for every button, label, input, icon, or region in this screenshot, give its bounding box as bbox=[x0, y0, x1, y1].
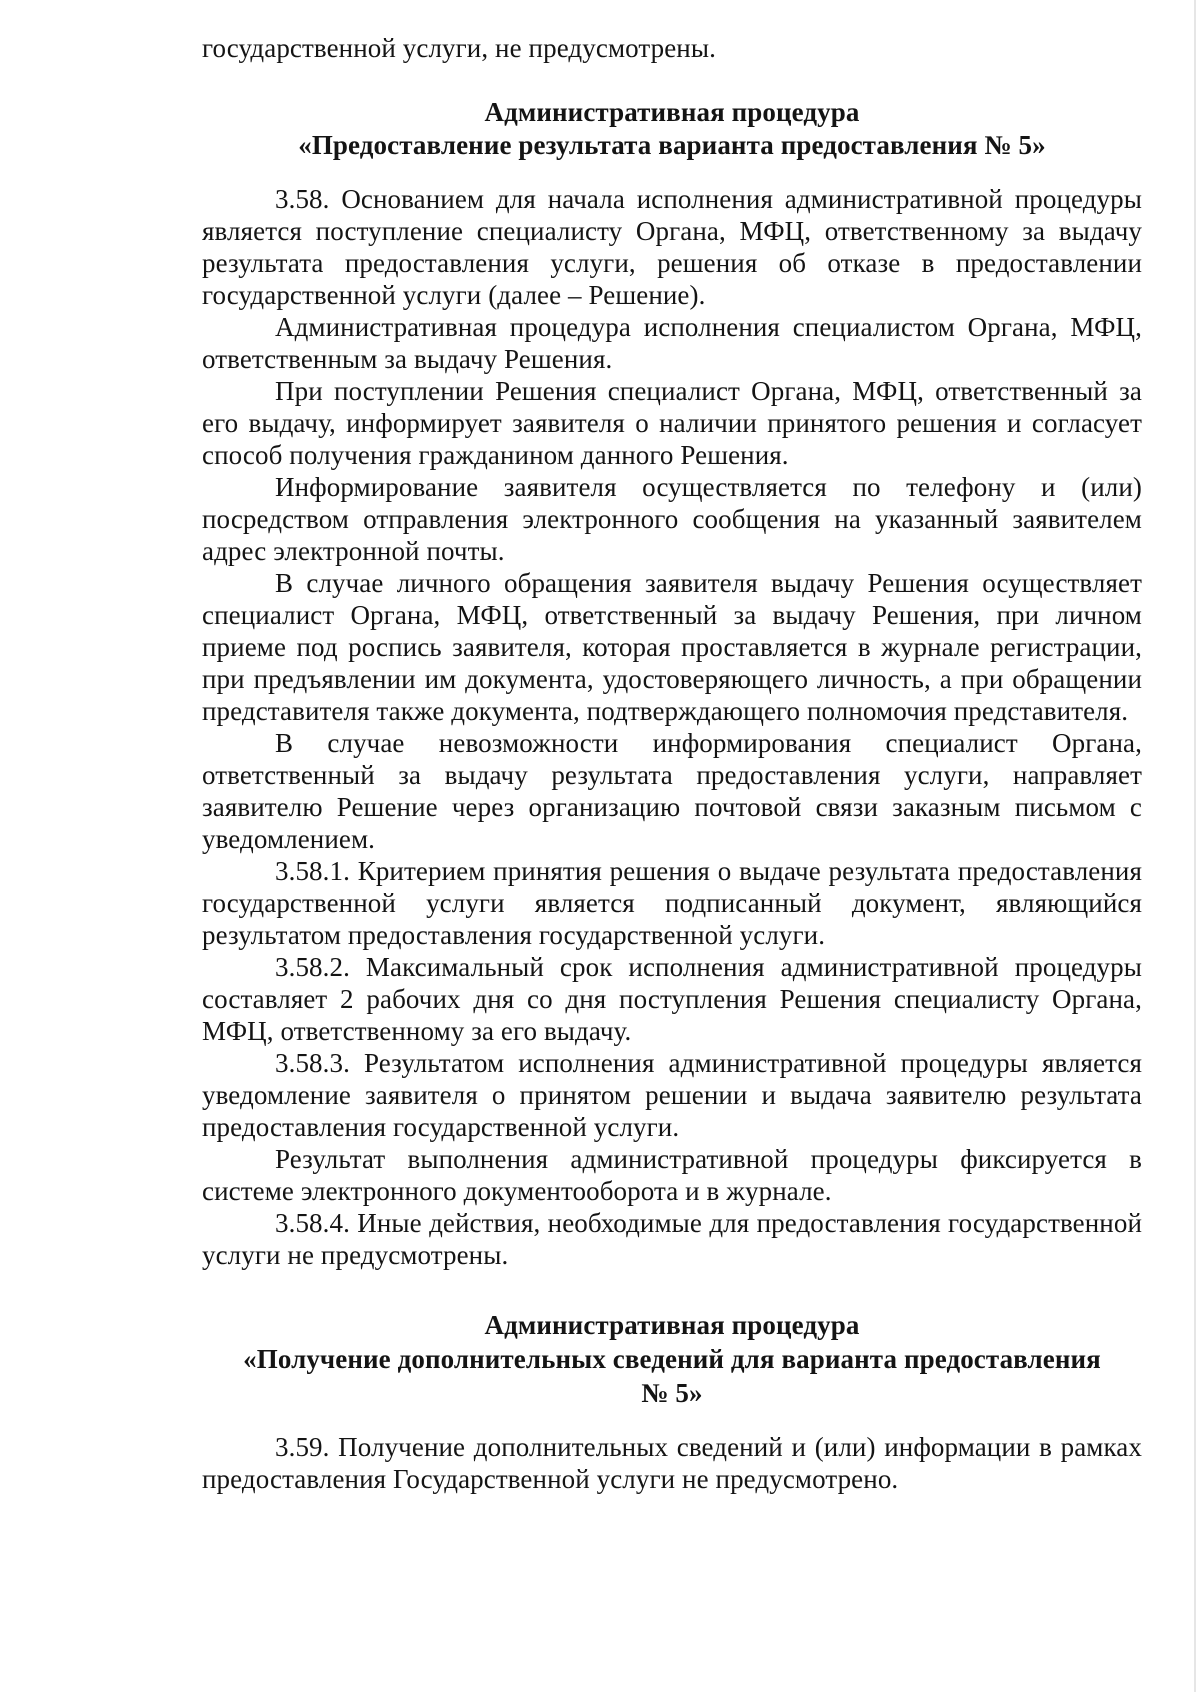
paragraph: Результат выполнения административной процедуры фиксируется в системе электронного документооборота и в журнале. bbox=[202, 1144, 1142, 1206]
paragraph-3-58-4: 3.58.4. Иные действия, необходимые для предоставления государственной услуги не предусмотрены. bbox=[202, 1208, 1142, 1270]
section-heading-line: Административная процедура bbox=[484, 1310, 860, 1340]
paragraph: Административная процедура исполнения специалистом Органа, МФЦ, ответственным за выдачу Решения. bbox=[202, 312, 1142, 374]
paragraph: В случае невозможности информирования специалист Органа, ответственный за выдачу результата предоставления услуги, направляет заявителю Решение через организацию почтовой связи заказным письмом с уведомлением. bbox=[202, 728, 1142, 854]
paragraph-3-58-2: 3.58.2. Максимальный срок исполнения административной процедуры составляет 2 рабочих дня со дня поступления Решения специалисту Органа, МФЦ, ответственному за его выдачу. bbox=[202, 952, 1142, 1046]
paragraph-3-58-1: 3.58.1. Критерием принятия решения о выдаче результата предоставления государственной услуги является подписанный документ, являющийся результатом предоставления государственной услуги. bbox=[202, 856, 1142, 950]
section-heading-additional-info bbox=[202, 1308, 1142, 1410]
paragraph: Информирование заявителя осуществляется по телефону и (или) посредством отправления электронного сообщения на указанный заявителем адрес электронной почты. bbox=[202, 472, 1142, 566]
section-heading-line: Административная процедура bbox=[484, 97, 860, 127]
paragraph-3-59: 3.59. Получение дополнительных сведений и (или) информации в рамках предоставления Государственной услуги не предусмотрено. bbox=[202, 1432, 1142, 1494]
section-heading-result bbox=[202, 96, 1142, 162]
paragraph: В случае личного обращения заявителя выдачу Решения осуществляет специалист Органа, МФЦ, ответственный за выдачу Решения, при личном приеме под роспись заявителя, которая проставляется в журнале регистрации, при предъявлении им документа, удостоверяющего личность, а при обращении представителя также документа, подтверждающего полномочия представителя. bbox=[202, 568, 1142, 726]
section-heading-number: № 5» bbox=[641, 1378, 703, 1408]
continuation-text: государственной услуги, не предусмотрены. bbox=[202, 33, 716, 63]
document-body bbox=[202, 32, 1142, 1495]
section-body-additional-info bbox=[202, 1431, 1142, 1495]
paragraph-3-58: 3.58. Основанием для начала исполнения административной процедуры является поступление специалисту Органа, МФЦ, ответственному за выдачу результата предоставления услуги, решения об отказе в предоставлении государственной услуги (далее – Решение). bbox=[202, 184, 1142, 310]
scan-edge-mark bbox=[1194, 0, 1196, 1692]
paragraph: При поступлении Решения специалист Органа, МФЦ, ответственный за его выдачу, информирует заявителя о наличии принятого решения и согласует способ получения гражданином данного Решения. bbox=[202, 376, 1142, 470]
paragraph-3-58-3: 3.58.3. Результатом исполнения административной процедуры является уведомление заявителя о принятом решении и выдача заявителю результата предоставления государственной услуги. bbox=[202, 1048, 1142, 1142]
section-heading-title: «Предоставление результата варианта предоставления № 5» bbox=[298, 130, 1046, 160]
section-body-result bbox=[202, 183, 1142, 1271]
section-heading-title: «Получение дополнительных сведений для варианта предоставления bbox=[243, 1344, 1101, 1374]
